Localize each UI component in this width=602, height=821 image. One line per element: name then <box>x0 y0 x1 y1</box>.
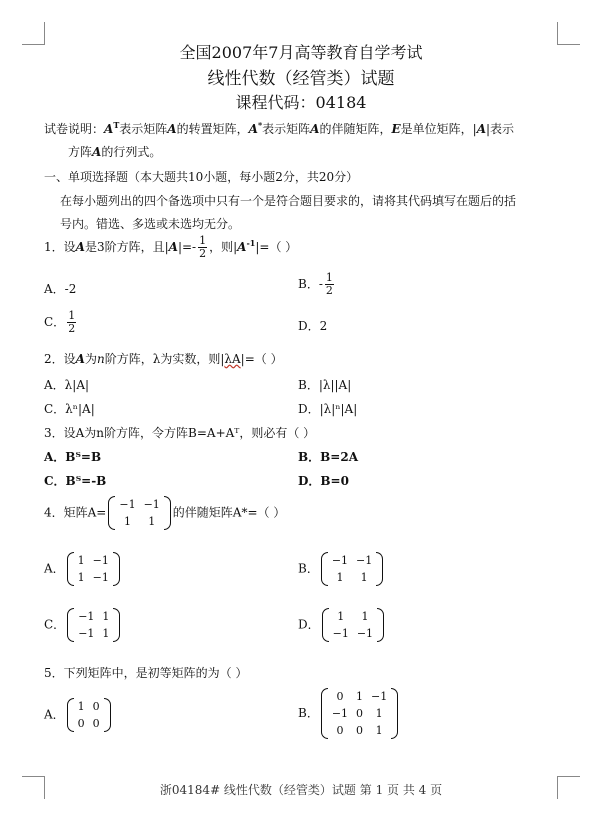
matrix-entry: 0 <box>336 724 344 737</box>
section-instruction-1: 在每小题列出的四个备选项中只有一个是符合题目要求的，请将其代码填写在题后的括 <box>60 194 517 208</box>
matrix-entry: −1 <box>356 627 374 640</box>
matrix-entry: −1 <box>78 610 95 623</box>
exam-note-line2: 方阵A的行列式。 <box>68 145 162 159</box>
question-2-stem: 2．设A为n阶方阵，λ为实数，则|λA|=（ ） <box>44 352 283 366</box>
matrix <box>321 552 383 586</box>
q3-option-b: B．B=2A <box>298 450 359 464</box>
matrix-entry: −1 <box>332 627 349 640</box>
q2-option-b: B．|λ||A| <box>298 378 352 392</box>
matrix-entry: 1 <box>375 707 383 720</box>
subject-title: 线性代数（经管类）试题 <box>207 69 395 89</box>
matrix-entry: 0 <box>92 717 100 730</box>
matrix-entry: 1 <box>336 571 344 584</box>
matrix <box>322 608 384 642</box>
course-code: 课程代码：04184 <box>235 93 367 112</box>
section-instruction-2: 号内。错选、多选或未选均无分。 <box>60 217 241 231</box>
section-heading: 一、单项选择题（本大题共10小题，每小题2分，共20分） <box>44 170 359 184</box>
matrix-entry: 1 <box>123 515 131 528</box>
matrix-entry: 1 <box>337 610 345 623</box>
matrix-entry: 0 <box>356 724 364 737</box>
matrix-entry: 1 <box>375 724 383 737</box>
page-footer: 浙04184# 线性代数（经管类）试题 第 1 页 共 4 页 <box>159 783 443 797</box>
matrix-entry: 0 <box>92 700 100 713</box>
q4-option-d: D． 1 1 −1 −1 <box>298 608 386 642</box>
matrix <box>67 698 111 732</box>
q3-option-d: D．B=0 <box>298 474 349 488</box>
exam-note-line1: 试卷说明：$A^T$表示矩阵A的转置矩阵，A*表示矩阵A的伴随矩阵，E是单位矩阵，|A|表示 <box>44 120 515 136</box>
matrix-entry: 0 <box>356 707 364 720</box>
q5-option-a: A． 1 0 0 0 <box>44 698 113 732</box>
matrix <box>108 496 170 530</box>
matrix <box>67 552 120 586</box>
q2-option-d: D．|λ|ⁿ|A| <box>298 402 358 416</box>
q1-option-b: B．- $\frac{1}{2}$ <box>298 271 333 297</box>
q1-option-d: D．2 <box>298 319 328 333</box>
q3-option-c: C．Bᵀ=-B <box>44 474 107 488</box>
matrix-entry: −1 <box>331 707 349 720</box>
matrix-entry: −1 <box>92 571 109 584</box>
q1-option-c: C． $\frac{1}{2}$ <box>44 309 76 335</box>
matrix-entry: 1 <box>148 515 156 528</box>
fraction: $\frac{1}{2}$ <box>199 234 207 260</box>
matrix-entry: 1 <box>361 610 369 623</box>
matrix-entry: 1 <box>77 700 85 713</box>
matrix <box>67 608 120 642</box>
q5-option-b: B． 0 1 −1 −1 0 1 0 0 1 <box>298 688 400 739</box>
q4-option-c: C． −1 1 −1 1 <box>44 608 122 642</box>
matrix-entry: −1 <box>331 554 349 567</box>
matrix-entry: 1 <box>77 571 85 584</box>
question-3-stem: 3．设A为n阶方阵，令方阵B=A+Aᵀ，则必有（ ） <box>44 426 316 440</box>
matrix-entry: 0 <box>77 717 85 730</box>
matrix-entry: −1 <box>78 627 95 640</box>
question-4-stem: 4．矩阵A= −1 −1 1 1 的伴随矩阵A*=（ ） <box>44 498 286 528</box>
matrix-entry: −1 <box>92 554 109 567</box>
question-5-stem: 5．下列矩阵中，是初等矩阵的为（ ） <box>44 666 248 680</box>
q2-option-a: A．λ|A| <box>44 378 90 392</box>
q4-option-b: B． −1 −1 1 1 <box>298 552 385 586</box>
matrix-entry: 1 <box>102 610 110 623</box>
matrix <box>321 688 398 739</box>
matrix-entry: −1 <box>143 498 160 511</box>
matrix-entry: 1 <box>360 571 368 584</box>
matrix-entry: 0 <box>336 690 344 703</box>
matrix-entry: 1 <box>77 554 85 567</box>
matrix-entry: 1 <box>356 690 364 703</box>
matrix-entry: −1 <box>119 498 136 511</box>
q4-option-a: A． 1 −1 1 −1 <box>44 552 122 586</box>
question-1-stem: 1．设A是3阶方阵，且|A|=- $\frac{1}{2}$ ，则$|A^{-1}|=$（ ） <box>44 234 298 260</box>
matrix-entry: 1 <box>102 627 110 640</box>
matrix-entry: −1 <box>371 690 388 703</box>
exam-title: 全国2007年7月高等教育自学考试 <box>179 43 423 62</box>
matrix-entry: −1 <box>356 554 373 567</box>
q2-option-c: C．λⁿ|A| <box>44 402 95 416</box>
q3-option-a: A．Bᵀ=B <box>44 450 102 464</box>
q1-option-a: A．-2 <box>44 282 77 296</box>
